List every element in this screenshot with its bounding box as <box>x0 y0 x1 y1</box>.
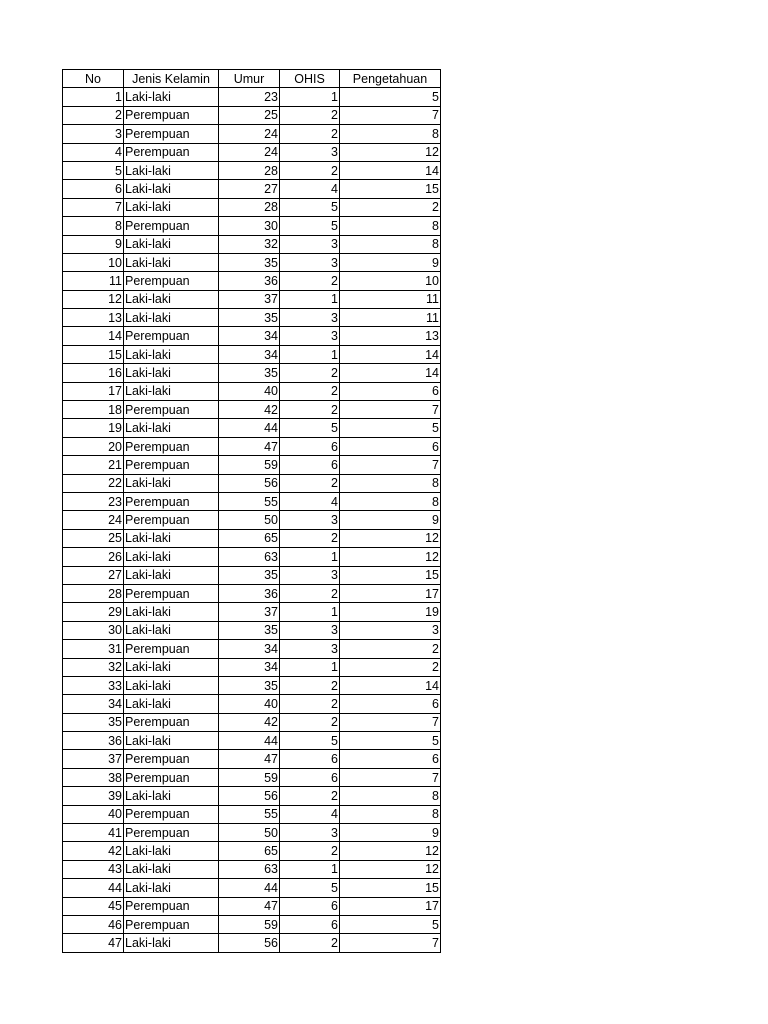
cell-umur: 34 <box>219 658 280 676</box>
table-row <box>63 419 441 437</box>
cell-pengetahuan: 3 <box>340 621 441 639</box>
cell-umur: 59 <box>219 768 280 786</box>
cell-no: 41 <box>63 824 124 842</box>
cell-umur: 34 <box>219 640 280 658</box>
cell-no: 1 <box>63 88 124 106</box>
cell-pengetahuan: 17 <box>340 584 441 602</box>
cell-jenis-kelamin: Laki-laki <box>124 382 219 400</box>
cell-jenis-kelamin: Laki-laki <box>124 180 219 198</box>
cell-jenis-kelamin: Perempuan <box>124 897 219 915</box>
cell-no: 8 <box>63 217 124 235</box>
cell-umur: 30 <box>219 217 280 235</box>
table-row <box>63 658 441 676</box>
cell-pengetahuan: 7 <box>340 456 441 474</box>
table-row <box>63 382 441 400</box>
cell-jenis-kelamin: Laki-laki <box>124 732 219 750</box>
cell-no: 35 <box>63 713 124 731</box>
cell-ohis: 5 <box>280 198 340 216</box>
cell-pengetahuan: 14 <box>340 161 441 179</box>
cell-pengetahuan: 5 <box>340 88 441 106</box>
table-row <box>63 713 441 731</box>
cell-no: 42 <box>63 842 124 860</box>
cell-jenis-kelamin: Laki-laki <box>124 787 219 805</box>
cell-jenis-kelamin: Perempuan <box>124 713 219 731</box>
cell-no: 31 <box>63 640 124 658</box>
cell-pengetahuan: 12 <box>340 860 441 878</box>
table-row <box>63 253 441 271</box>
cell-no: 10 <box>63 253 124 271</box>
cell-umur: 56 <box>219 934 280 952</box>
cell-no: 39 <box>63 787 124 805</box>
cell-umur: 35 <box>219 676 280 694</box>
cell-pengetahuan: 2 <box>340 198 441 216</box>
cell-no: 46 <box>63 915 124 933</box>
table-row <box>63 456 441 474</box>
cell-pengetahuan: 6 <box>340 695 441 713</box>
cell-no: 32 <box>63 658 124 676</box>
table-row <box>63 879 441 897</box>
cell-no: 17 <box>63 382 124 400</box>
cell-no: 43 <box>63 860 124 878</box>
cell-ohis: 2 <box>280 695 340 713</box>
cell-jenis-kelamin: Perempuan <box>124 327 219 345</box>
cell-umur: 50 <box>219 824 280 842</box>
cell-umur: 56 <box>219 787 280 805</box>
table-row <box>63 327 441 345</box>
cell-ohis: 6 <box>280 915 340 933</box>
table-row <box>63 603 441 621</box>
cell-no: 7 <box>63 198 124 216</box>
cell-no: 36 <box>63 732 124 750</box>
cell-jenis-kelamin: Laki-laki <box>124 345 219 363</box>
cell-umur: 47 <box>219 750 280 768</box>
cell-no: 20 <box>63 437 124 455</box>
cell-jenis-kelamin: Perempuan <box>124 584 219 602</box>
cell-pengetahuan: 7 <box>340 401 441 419</box>
table-row <box>63 787 441 805</box>
cell-umur: 24 <box>219 125 280 143</box>
cell-jenis-kelamin: Laki-laki <box>124 621 219 639</box>
cell-no: 30 <box>63 621 124 639</box>
cell-ohis: 3 <box>280 309 340 327</box>
cell-pengetahuan: 15 <box>340 566 441 584</box>
cell-pengetahuan: 11 <box>340 290 441 308</box>
cell-ohis: 1 <box>280 860 340 878</box>
cell-pengetahuan: 6 <box>340 437 441 455</box>
cell-jenis-kelamin: Perempuan <box>124 824 219 842</box>
cell-jenis-kelamin: Laki-laki <box>124 860 219 878</box>
table-row <box>63 897 441 915</box>
cell-no: 28 <box>63 584 124 602</box>
cell-umur: 35 <box>219 566 280 584</box>
cell-ohis: 3 <box>280 253 340 271</box>
cell-umur: 27 <box>219 180 280 198</box>
cell-pengetahuan: 9 <box>340 511 441 529</box>
cell-ohis: 2 <box>280 382 340 400</box>
cell-no: 16 <box>63 364 124 382</box>
cell-ohis: 2 <box>280 584 340 602</box>
cell-pengetahuan: 14 <box>340 676 441 694</box>
cell-pengetahuan: 5 <box>340 732 441 750</box>
cell-umur: 24 <box>219 143 280 161</box>
cell-pengetahuan: 12 <box>340 842 441 860</box>
cell-umur: 44 <box>219 879 280 897</box>
cell-no: 18 <box>63 401 124 419</box>
table-row <box>63 125 441 143</box>
table-row <box>63 272 441 290</box>
cell-umur: 42 <box>219 713 280 731</box>
cell-umur: 34 <box>219 327 280 345</box>
header-no: No <box>63 70 124 88</box>
cell-jenis-kelamin: Perempuan <box>124 640 219 658</box>
table-row <box>63 621 441 639</box>
cell-umur: 56 <box>219 474 280 492</box>
cell-umur: 63 <box>219 548 280 566</box>
cell-ohis: 2 <box>280 713 340 731</box>
cell-ohis: 6 <box>280 768 340 786</box>
cell-ohis: 6 <box>280 456 340 474</box>
table-row <box>63 290 441 308</box>
cell-ohis: 2 <box>280 364 340 382</box>
cell-umur: 23 <box>219 88 280 106</box>
table-row <box>63 566 441 584</box>
cell-ohis: 1 <box>280 658 340 676</box>
header-umur: Umur <box>219 70 280 88</box>
cell-ohis: 1 <box>280 548 340 566</box>
header-jenis-kelamin: Jenis Kelamin <box>124 70 219 88</box>
table-row <box>63 161 441 179</box>
cell-jenis-kelamin: Laki-laki <box>124 548 219 566</box>
table-row <box>63 584 441 602</box>
cell-ohis: 2 <box>280 106 340 124</box>
cell-umur: 40 <box>219 695 280 713</box>
cell-umur: 65 <box>219 842 280 860</box>
cell-umur: 37 <box>219 290 280 308</box>
table-row <box>63 217 441 235</box>
cell-no: 14 <box>63 327 124 345</box>
cell-pengetahuan: 19 <box>340 603 441 621</box>
cell-pengetahuan: 8 <box>340 235 441 253</box>
cell-ohis: 2 <box>280 676 340 694</box>
table-row <box>63 437 441 455</box>
cell-jenis-kelamin: Perempuan <box>124 492 219 510</box>
cell-jenis-kelamin: Laki-laki <box>124 198 219 216</box>
cell-ohis: 5 <box>280 419 340 437</box>
cell-umur: 63 <box>219 860 280 878</box>
cell-ohis: 2 <box>280 401 340 419</box>
cell-jenis-kelamin: Laki-laki <box>124 879 219 897</box>
cell-ohis: 6 <box>280 750 340 768</box>
cell-ohis: 6 <box>280 437 340 455</box>
cell-umur: 35 <box>219 364 280 382</box>
cell-jenis-kelamin: Laki-laki <box>124 253 219 271</box>
cell-umur: 59 <box>219 456 280 474</box>
cell-pengetahuan: 6 <box>340 750 441 768</box>
cell-no: 19 <box>63 419 124 437</box>
cell-pengetahuan: 5 <box>340 419 441 437</box>
cell-umur: 42 <box>219 401 280 419</box>
cell-no: 11 <box>63 272 124 290</box>
table-row <box>63 695 441 713</box>
cell-umur: 35 <box>219 621 280 639</box>
cell-pengetahuan: 12 <box>340 529 441 547</box>
cell-pengetahuan: 8 <box>340 125 441 143</box>
cell-pengetahuan: 15 <box>340 879 441 897</box>
cell-ohis: 5 <box>280 217 340 235</box>
cell-umur: 34 <box>219 345 280 363</box>
cell-pengetahuan: 2 <box>340 658 441 676</box>
cell-umur: 36 <box>219 584 280 602</box>
cell-no: 27 <box>63 566 124 584</box>
table-row <box>63 529 441 547</box>
cell-umur: 47 <box>219 437 280 455</box>
cell-no: 15 <box>63 345 124 363</box>
cell-pengetahuan: 14 <box>340 364 441 382</box>
cell-umur: 36 <box>219 272 280 290</box>
cell-umur: 44 <box>219 419 280 437</box>
cell-ohis: 1 <box>280 345 340 363</box>
cell-ohis: 3 <box>280 143 340 161</box>
cell-jenis-kelamin: Perempuan <box>124 768 219 786</box>
cell-jenis-kelamin: Perempuan <box>124 106 219 124</box>
cell-jenis-kelamin: Perempuan <box>124 915 219 933</box>
table-row <box>63 805 441 823</box>
cell-no: 6 <box>63 180 124 198</box>
cell-jenis-kelamin: Perempuan <box>124 805 219 823</box>
cell-no: 38 <box>63 768 124 786</box>
cell-ohis: 3 <box>280 621 340 639</box>
cell-no: 47 <box>63 934 124 952</box>
table-row <box>63 474 441 492</box>
cell-pengetahuan: 8 <box>340 787 441 805</box>
cell-pengetahuan: 15 <box>340 180 441 198</box>
cell-no: 29 <box>63 603 124 621</box>
cell-umur: 50 <box>219 511 280 529</box>
cell-pengetahuan: 10 <box>340 272 441 290</box>
cell-jenis-kelamin: Laki-laki <box>124 364 219 382</box>
cell-pengetahuan: 12 <box>340 143 441 161</box>
cell-jenis-kelamin: Laki-laki <box>124 88 219 106</box>
cell-pengetahuan: 12 <box>340 548 441 566</box>
table-row <box>63 492 441 510</box>
cell-jenis-kelamin: Laki-laki <box>124 309 219 327</box>
cell-jenis-kelamin: Laki-laki <box>124 658 219 676</box>
cell-jenis-kelamin: Perempuan <box>124 217 219 235</box>
table-row <box>63 309 441 327</box>
cell-jenis-kelamin: Laki-laki <box>124 603 219 621</box>
cell-umur: 25 <box>219 106 280 124</box>
cell-no: 22 <box>63 474 124 492</box>
cell-jenis-kelamin: Perempuan <box>124 401 219 419</box>
cell-no: 33 <box>63 676 124 694</box>
cell-pengetahuan: 7 <box>340 768 441 786</box>
cell-no: 40 <box>63 805 124 823</box>
cell-ohis: 3 <box>280 511 340 529</box>
cell-ohis: 3 <box>280 640 340 658</box>
cell-no: 44 <box>63 879 124 897</box>
table-row <box>63 732 441 750</box>
cell-pengetahuan: 14 <box>340 345 441 363</box>
cell-pengetahuan: 8 <box>340 805 441 823</box>
table-row <box>63 88 441 106</box>
table-row <box>63 768 441 786</box>
cell-ohis: 6 <box>280 897 340 915</box>
cell-ohis: 3 <box>280 235 340 253</box>
cell-ohis: 4 <box>280 492 340 510</box>
cell-ohis: 2 <box>280 272 340 290</box>
table-row <box>63 548 441 566</box>
cell-pengetahuan: 8 <box>340 492 441 510</box>
cell-no: 4 <box>63 143 124 161</box>
cell-ohis: 2 <box>280 842 340 860</box>
table-row <box>63 842 441 860</box>
cell-ohis: 2 <box>280 529 340 547</box>
cell-jenis-kelamin: Laki-laki <box>124 695 219 713</box>
cell-ohis: 1 <box>280 290 340 308</box>
cell-pengetahuan: 9 <box>340 253 441 271</box>
cell-jenis-kelamin: Laki-laki <box>124 934 219 952</box>
cell-umur: 55 <box>219 805 280 823</box>
table-row <box>63 824 441 842</box>
cell-jenis-kelamin: Laki-laki <box>124 529 219 547</box>
cell-ohis: 3 <box>280 327 340 345</box>
table-row <box>63 364 441 382</box>
cell-jenis-kelamin: Perempuan <box>124 437 219 455</box>
cell-ohis: 1 <box>280 603 340 621</box>
table-row <box>63 511 441 529</box>
cell-ohis: 5 <box>280 879 340 897</box>
table-row <box>63 915 441 933</box>
cell-pengetahuan: 13 <box>340 327 441 345</box>
cell-umur: 55 <box>219 492 280 510</box>
cell-jenis-kelamin: Perempuan <box>124 750 219 768</box>
cell-ohis: 4 <box>280 805 340 823</box>
cell-jenis-kelamin: Laki-laki <box>124 842 219 860</box>
cell-jenis-kelamin: Laki-laki <box>124 474 219 492</box>
table-row <box>63 235 441 253</box>
cell-no: 9 <box>63 235 124 253</box>
header-row <box>63 70 441 88</box>
table-row <box>63 198 441 216</box>
cell-ohis: 2 <box>280 934 340 952</box>
cell-no: 3 <box>63 125 124 143</box>
data-table <box>62 69 441 953</box>
cell-umur: 28 <box>219 198 280 216</box>
cell-ohis: 2 <box>280 787 340 805</box>
cell-no: 25 <box>63 529 124 547</box>
cell-jenis-kelamin: Laki-laki <box>124 290 219 308</box>
cell-no: 26 <box>63 548 124 566</box>
table-row <box>63 640 441 658</box>
cell-umur: 65 <box>219 529 280 547</box>
table-row <box>63 934 441 952</box>
cell-umur: 32 <box>219 235 280 253</box>
cell-no: 12 <box>63 290 124 308</box>
table-row <box>63 143 441 161</box>
cell-umur: 37 <box>219 603 280 621</box>
cell-jenis-kelamin: Laki-laki <box>124 676 219 694</box>
cell-pengetahuan: 5 <box>340 915 441 933</box>
cell-no: 45 <box>63 897 124 915</box>
cell-pengetahuan: 8 <box>340 217 441 235</box>
table-row <box>63 106 441 124</box>
cell-ohis: 5 <box>280 732 340 750</box>
cell-no: 37 <box>63 750 124 768</box>
cell-ohis: 4 <box>280 180 340 198</box>
cell-no: 2 <box>63 106 124 124</box>
cell-no: 34 <box>63 695 124 713</box>
cell-pengetahuan: 6 <box>340 382 441 400</box>
header-pengetahuan: Pengetahuan <box>340 70 441 88</box>
cell-ohis: 2 <box>280 125 340 143</box>
cell-pengetahuan: 7 <box>340 934 441 952</box>
cell-jenis-kelamin: Perempuan <box>124 456 219 474</box>
cell-ohis: 3 <box>280 824 340 842</box>
cell-pengetahuan: 2 <box>340 640 441 658</box>
table-row <box>63 750 441 768</box>
cell-no: 5 <box>63 161 124 179</box>
table-body <box>63 88 441 952</box>
cell-jenis-kelamin: Laki-laki <box>124 566 219 584</box>
cell-jenis-kelamin: Perempuan <box>124 511 219 529</box>
cell-umur: 28 <box>219 161 280 179</box>
cell-ohis: 2 <box>280 474 340 492</box>
table-row <box>63 180 441 198</box>
cell-pengetahuan: 9 <box>340 824 441 842</box>
table-row <box>63 401 441 419</box>
cell-umur: 40 <box>219 382 280 400</box>
cell-umur: 35 <box>219 253 280 271</box>
cell-jenis-kelamin: Laki-laki <box>124 235 219 253</box>
cell-pengetahuan: 7 <box>340 713 441 731</box>
cell-jenis-kelamin: Perempuan <box>124 143 219 161</box>
cell-umur: 47 <box>219 897 280 915</box>
cell-no: 13 <box>63 309 124 327</box>
cell-no: 23 <box>63 492 124 510</box>
cell-pengetahuan: 7 <box>340 106 441 124</box>
cell-pengetahuan: 17 <box>340 897 441 915</box>
table-row <box>63 860 441 878</box>
cell-jenis-kelamin: Laki-laki <box>124 419 219 437</box>
cell-jenis-kelamin: Laki-laki <box>124 161 219 179</box>
cell-umur: 44 <box>219 732 280 750</box>
table-row <box>63 676 441 694</box>
cell-pengetahuan: 8 <box>340 474 441 492</box>
cell-ohis: 2 <box>280 161 340 179</box>
cell-ohis: 3 <box>280 566 340 584</box>
cell-jenis-kelamin: Perempuan <box>124 125 219 143</box>
cell-jenis-kelamin: Perempuan <box>124 272 219 290</box>
cell-umur: 59 <box>219 915 280 933</box>
cell-umur: 35 <box>219 309 280 327</box>
table-row <box>63 345 441 363</box>
cell-pengetahuan: 11 <box>340 309 441 327</box>
cell-no: 24 <box>63 511 124 529</box>
header-ohis: OHIS <box>280 70 340 88</box>
cell-no: 21 <box>63 456 124 474</box>
cell-ohis: 1 <box>280 88 340 106</box>
